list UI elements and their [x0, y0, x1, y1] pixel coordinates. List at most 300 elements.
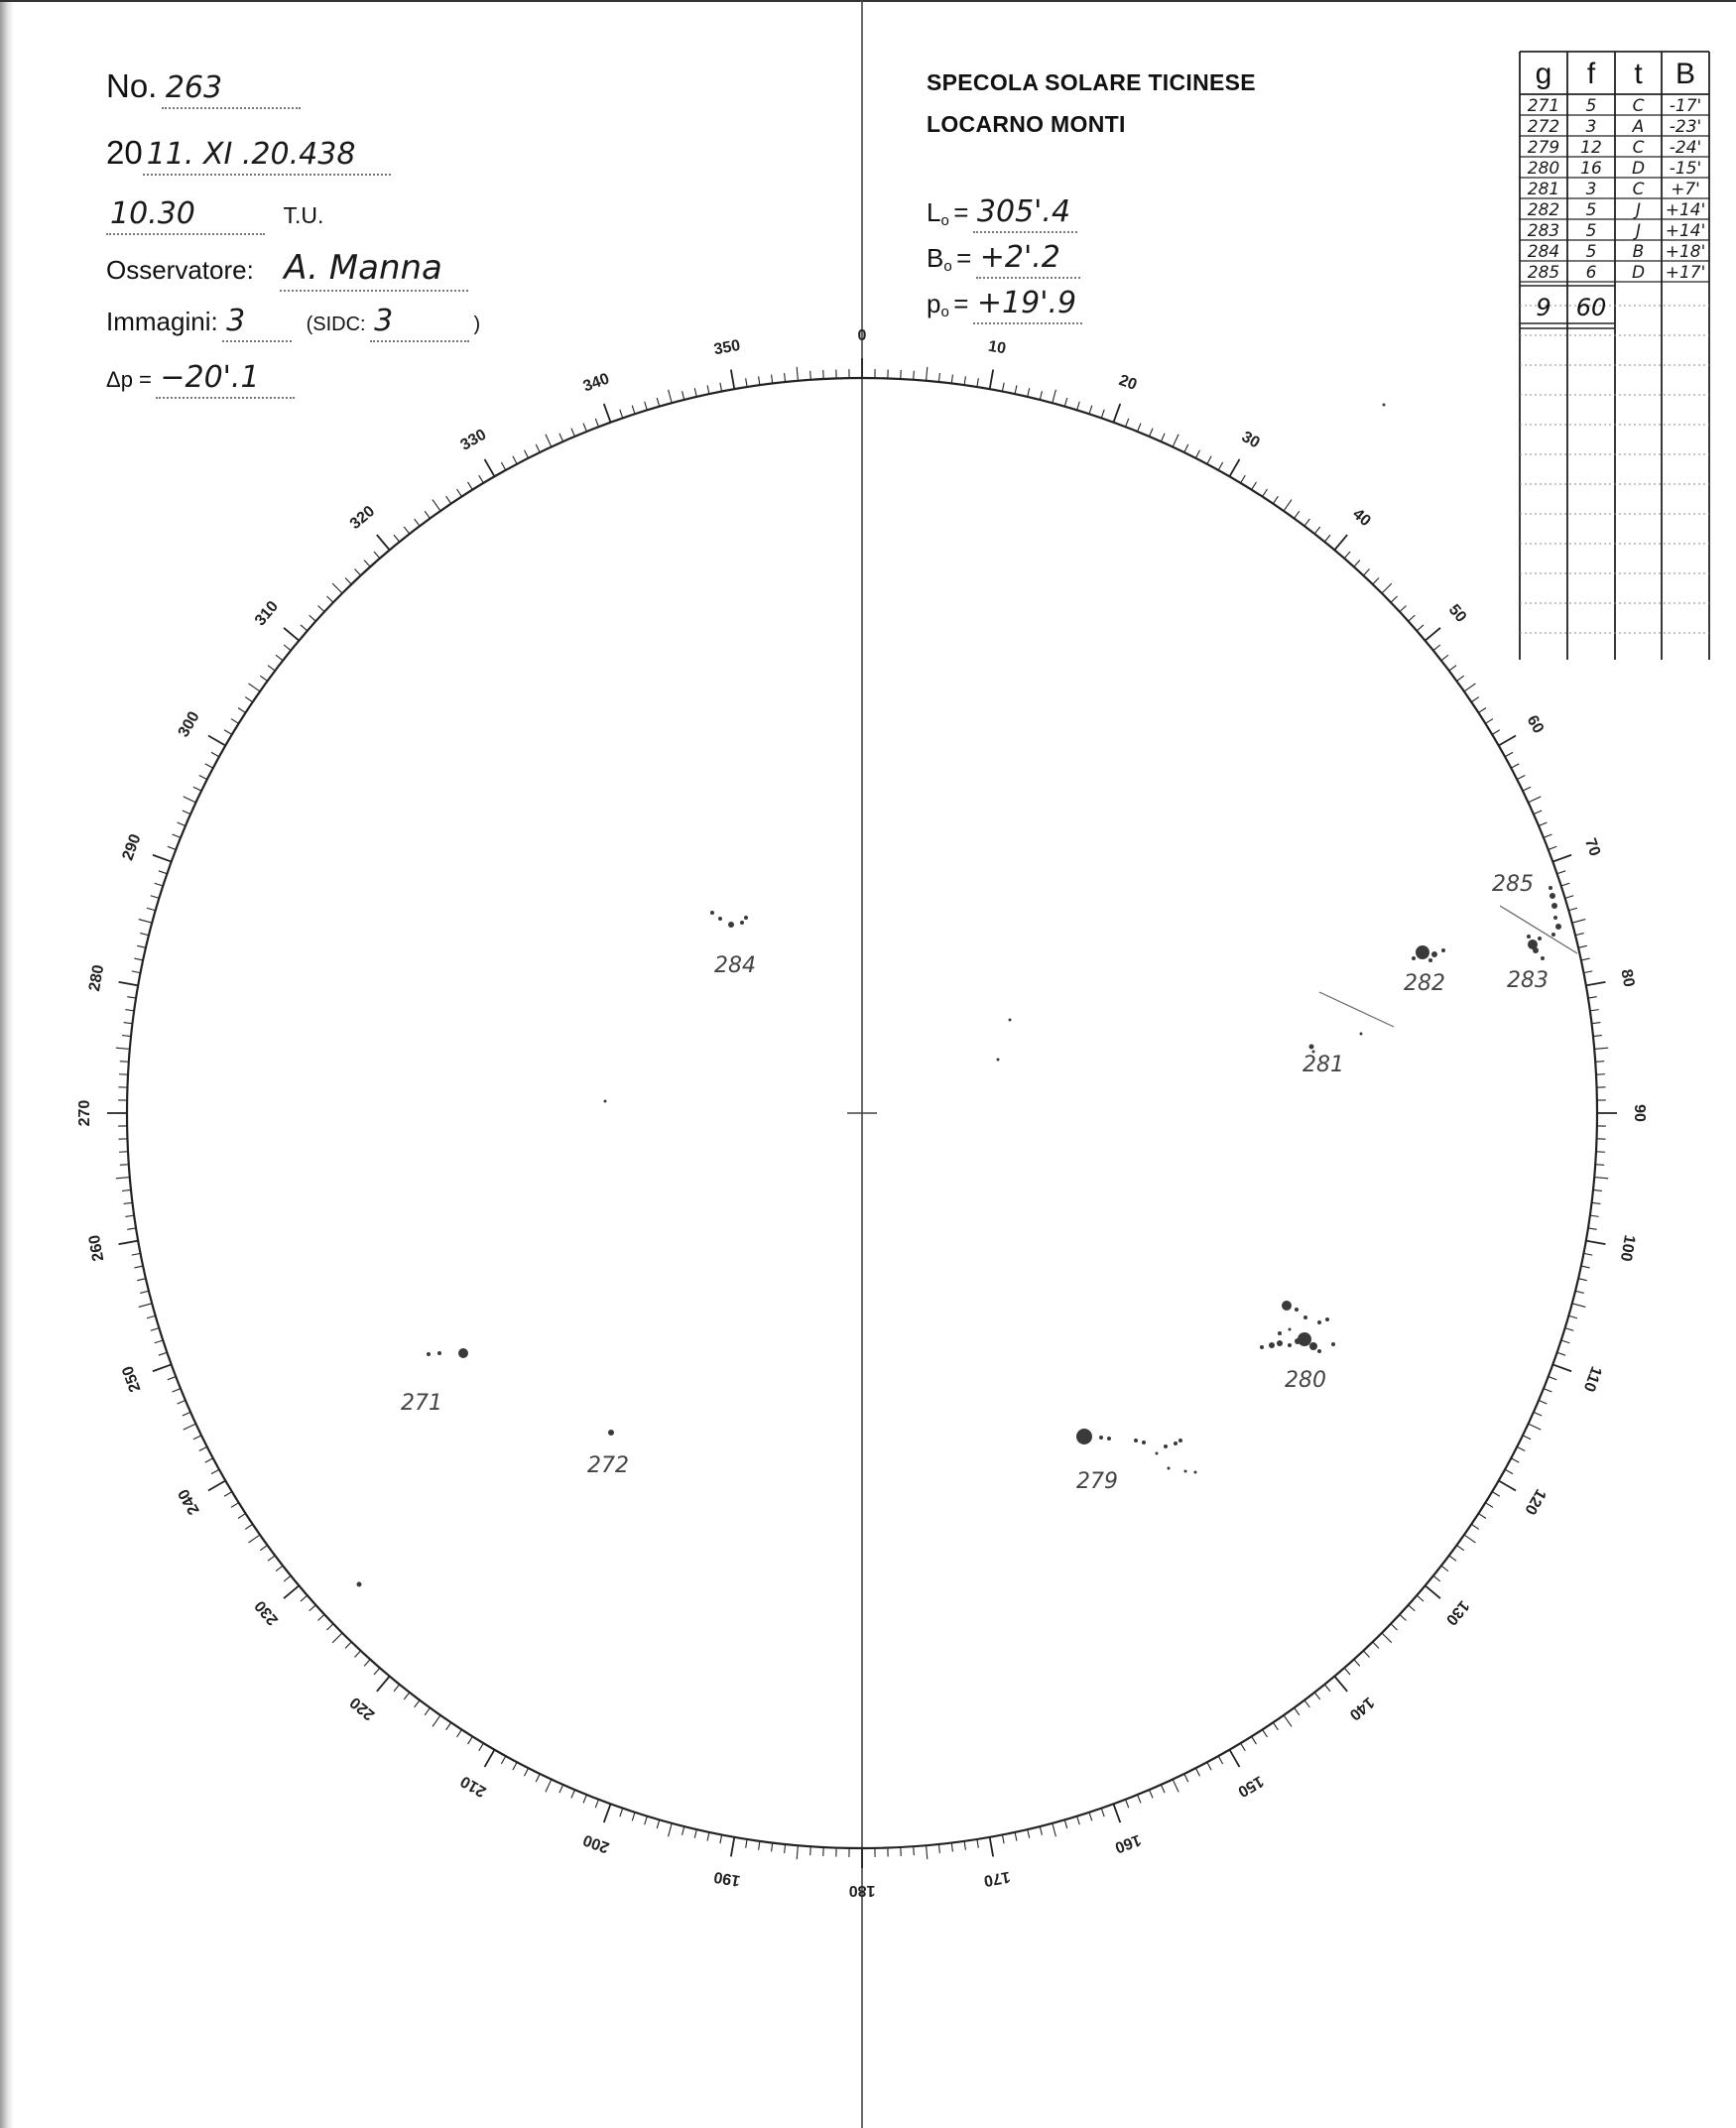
angle-tick: [260, 1546, 267, 1551]
angle-tick: [1015, 1832, 1017, 1841]
angle-tick: [1002, 1834, 1004, 1843]
param-B-label: B: [927, 243, 944, 273]
sunspot: [1553, 916, 1557, 920]
sunspot: [357, 1582, 362, 1587]
angle-tick: [1113, 404, 1120, 423]
sunspot: [437, 1351, 441, 1355]
date-value: 11. XI .20.438: [143, 137, 391, 176]
table-cell: 5: [1585, 242, 1597, 262]
angle-tick: [446, 496, 451, 503]
summary-table: [1520, 52, 1709, 660]
observatory-name: SPECOLA SOLARE TICINESE: [927, 69, 1256, 95]
angle-tick: [1373, 1642, 1379, 1648]
sunspot: [1360, 1033, 1363, 1036]
table-header-cell: B: [1674, 58, 1696, 90]
angle-tick: [377, 535, 390, 550]
angle-tick: [525, 1768, 529, 1776]
sheet-number-value: 263: [162, 70, 301, 109]
angle-tick: [1499, 736, 1516, 746]
angle-tick: [927, 367, 928, 381]
sunspot: [1142, 1440, 1146, 1444]
angle-tick: [1485, 1503, 1493, 1508]
angle-tick: [797, 367, 798, 381]
angle-tick: [694, 388, 696, 397]
angle-tick: [927, 1845, 928, 1859]
angle-tick: [1591, 1023, 1600, 1024]
angle-tick: [199, 1446, 207, 1450]
angle-tick: [1334, 535, 1347, 550]
angle-tick: [1382, 1633, 1392, 1643]
angle-tick: [604, 1804, 611, 1822]
angle-tick: [1314, 527, 1320, 534]
angle-tick: [1207, 1762, 1211, 1770]
table-cell: 5: [1585, 221, 1597, 241]
axis-lines: [847, 0, 877, 2128]
angle-tick: [1161, 434, 1165, 441]
angle-tick: [1464, 1535, 1475, 1543]
table-cell: 16: [1580, 159, 1602, 179]
sunspot: [728, 922, 734, 928]
angle-tick: [139, 920, 153, 924]
angle-tick: [1002, 383, 1004, 392]
angle-tick: [1113, 1804, 1120, 1822]
angle-tick: [785, 373, 786, 382]
param-p-label: p: [927, 289, 941, 318]
angle-tick: [1028, 388, 1030, 397]
sunspot: [710, 911, 714, 915]
angle-tick: [1565, 1328, 1574, 1331]
angle-tick: [1150, 1790, 1154, 1798]
angle-tick: [583, 1795, 586, 1803]
angle-tick: [1517, 776, 1525, 780]
angle-tick: [231, 719, 239, 724]
table-cell: 283: [1527, 221, 1560, 241]
sunspot: [1278, 1331, 1282, 1335]
angle-tick: [682, 391, 684, 400]
angle-tick: [122, 1036, 131, 1037]
angle-tick: [1334, 1677, 1347, 1691]
angle-tick: [1363, 1651, 1369, 1658]
angle-tick: [620, 410, 623, 419]
angle-tick: [1511, 764, 1519, 768]
angle-tick: [1417, 1595, 1424, 1601]
sunspot: [1527, 935, 1531, 939]
angle-tick: [1184, 1774, 1188, 1782]
angle-label: 240: [175, 1485, 203, 1518]
angle-tick: [1552, 855, 1571, 862]
angle-tick: [501, 462, 505, 470]
angle-tick: [284, 1575, 291, 1581]
angle-tick: [657, 1819, 659, 1828]
angle-label: 290: [119, 831, 145, 863]
angle-tick: [1138, 1795, 1141, 1803]
angle-tick: [1581, 958, 1590, 960]
angle-tick: [1028, 1829, 1030, 1838]
angle-tick: [645, 1816, 648, 1825]
angle-tick: [1354, 1660, 1360, 1667]
angle-tick: [1578, 945, 1587, 947]
angle-tick: [1492, 730, 1500, 735]
table-cell: 5: [1585, 200, 1597, 220]
angle-tick: [301, 1595, 308, 1601]
group-label: 281: [1302, 1053, 1344, 1077]
sunspot: [1551, 903, 1557, 909]
group-labels: [401, 872, 1549, 1494]
angle-tick: [1161, 1785, 1165, 1793]
angle-tick: [1575, 1291, 1584, 1293]
angle-tick: [1195, 450, 1199, 458]
angle-tick: [546, 435, 552, 447]
angle-tick: [559, 434, 563, 441]
angle-tick: [1150, 429, 1154, 437]
angle-tick: [134, 1266, 143, 1268]
table-cell: 3: [1585, 117, 1597, 137]
angle-tick: [425, 511, 430, 518]
angle-tick: [810, 371, 811, 380]
sunspot: [1533, 947, 1539, 953]
observer-label: Osservatore:: [106, 255, 254, 285]
angle-tick: [536, 1774, 540, 1782]
angle-tick: [720, 1834, 722, 1843]
param-L-sub: o: [940, 212, 949, 229]
angle-tick: [1064, 398, 1066, 407]
sunspot: [1550, 893, 1555, 899]
angle-tick: [151, 896, 160, 899]
angle-tick: [125, 1215, 134, 1216]
sunspot: [1295, 1308, 1299, 1312]
sunspot: [1009, 1019, 1012, 1022]
angle-tick: [1295, 1707, 1300, 1714]
angle-tick: [1241, 1743, 1246, 1751]
angle-tick: [1426, 628, 1440, 641]
angle-tick: [1578, 1279, 1587, 1281]
angle-label: 160: [1112, 1830, 1144, 1856]
angle-tick: [731, 1837, 734, 1857]
angle-tick: [415, 519, 420, 526]
angle-tick: [1595, 1165, 1604, 1166]
group-label: 284: [714, 953, 756, 978]
group-281-pointer-line: [1319, 992, 1394, 1027]
angle-tick: [632, 406, 635, 415]
angle-tick: [173, 1389, 181, 1392]
angle-tick: [1549, 1377, 1556, 1380]
table-cell: +14': [1665, 200, 1706, 220]
angle-tick: [276, 655, 283, 661]
angle-tick: [301, 625, 308, 631]
sunspot: [1076, 1429, 1092, 1444]
angle-tick: [1572, 920, 1586, 924]
angle-tick: [332, 583, 342, 593]
angle-tick: [1417, 625, 1424, 631]
angle-tick: [571, 1790, 575, 1798]
angle-tick: [669, 1823, 673, 1837]
table-cell: -17': [1669, 96, 1702, 116]
angle-tick: [211, 752, 219, 756]
angle-label: 330: [457, 426, 490, 454]
angle-tick: [345, 1642, 351, 1648]
angle-label: 170: [982, 1867, 1012, 1890]
angle-tick: [1409, 615, 1416, 621]
angle-tick: [1581, 1266, 1590, 1268]
angle-tick: [155, 1340, 164, 1343]
sheet-number-label: No.: [106, 67, 158, 104]
angle-tick: [785, 1844, 786, 1853]
table-cell: 271: [1527, 96, 1560, 116]
angle-label: 150: [1234, 1772, 1267, 1801]
table-cell: 12: [1580, 138, 1602, 158]
angle-tick: [377, 1677, 390, 1691]
observer-value: A. Manna: [280, 248, 468, 292]
table-cell: D: [1631, 159, 1646, 179]
angle-label: 270: [76, 1099, 94, 1127]
angle-tick: [536, 444, 540, 452]
angle-tick: [1230, 459, 1240, 476]
table-cell: 285: [1527, 263, 1560, 283]
angle-tick: [1040, 391, 1042, 400]
param-B-equals: =: [956, 243, 972, 273]
angle-tick: [1464, 684, 1475, 691]
angle-tick: [1363, 568, 1369, 575]
angle-tick: [951, 375, 952, 384]
angle-label: 60: [1523, 712, 1548, 737]
angle-tick: [1295, 511, 1300, 518]
table-cell: +14': [1665, 221, 1706, 241]
angle-tick: [147, 1315, 156, 1317]
angle-tick: [1478, 1514, 1486, 1519]
angle-tick: [1561, 883, 1570, 886]
angle-tick: [1561, 1340, 1570, 1343]
angle-label: 180: [848, 1881, 876, 1899]
angle-tick: [1449, 1556, 1456, 1561]
sunspot: [1551, 933, 1555, 937]
angle-tick: [951, 1842, 952, 1851]
table-cell: 279: [1527, 138, 1560, 158]
sunspot: [1317, 1349, 1321, 1353]
table-cell: C: [1632, 138, 1645, 158]
angle-tick: [1230, 1750, 1240, 1767]
angle-tick: [364, 1660, 370, 1667]
angle-tick: [525, 450, 529, 458]
angle-tick: [284, 1585, 299, 1598]
angle-tick: [425, 1707, 430, 1714]
angle-label: 280: [85, 963, 108, 993]
angle-tick: [332, 1633, 342, 1643]
param-L-label: L: [927, 197, 941, 227]
angle-tick: [457, 1729, 462, 1737]
group-label: 285: [1492, 872, 1534, 897]
param-L-equals: =: [953, 197, 969, 227]
angle-tick: [620, 1809, 623, 1817]
angle-tick: [168, 1377, 176, 1380]
table-cell: D: [1631, 263, 1646, 283]
sunspot: [1184, 1470, 1187, 1473]
angle-tick: [468, 482, 473, 490]
angle-tick: [1207, 456, 1211, 464]
angle-label: 340: [580, 370, 612, 396]
angle-tick: [1252, 1736, 1257, 1744]
angle-tick: [122, 1189, 131, 1190]
angle-tick: [746, 378, 747, 387]
param-p-equals: =: [953, 289, 969, 318]
angle-label: 120: [1521, 1485, 1550, 1518]
angle-tick: [231, 1503, 239, 1508]
angle-tick: [183, 811, 190, 814]
sunspot: [740, 921, 744, 925]
angle-tick: [184, 797, 196, 803]
angle-tick: [513, 1762, 517, 1770]
angle-label: 230: [251, 1596, 283, 1629]
sunspot: [1383, 404, 1386, 407]
angle-tick: [1373, 577, 1379, 583]
sunspot: [1164, 1444, 1168, 1448]
angle-tick: [159, 871, 168, 874]
sunspot: [1555, 924, 1561, 930]
sidc-value: 3: [370, 304, 469, 342]
angle-tick: [119, 1241, 139, 1244]
angle-tick: [124, 1023, 133, 1024]
angle-tick: [759, 1841, 760, 1850]
angle-tick: [345, 577, 351, 583]
table-cell: -23': [1669, 117, 1702, 137]
angle-tick: [173, 834, 181, 837]
angle-tick: [1471, 1524, 1478, 1529]
table-cell: 284: [1527, 242, 1560, 262]
angle-tick: [364, 561, 370, 567]
angle-tick: [938, 373, 939, 382]
angle-tick: [1456, 676, 1463, 681]
sunspot: [1541, 956, 1545, 960]
time-label: T.U.: [283, 202, 324, 228]
angle-tick: [1391, 1624, 1397, 1630]
table-cell: 272: [1527, 117, 1560, 137]
angle-tick: [1263, 489, 1268, 497]
angle-tick: [415, 1700, 420, 1707]
angle-tick: [1077, 1816, 1080, 1825]
angle-tick: [682, 1826, 684, 1835]
angle-tick: [404, 1692, 410, 1699]
angle-tick: [120, 1165, 129, 1166]
angle-tick: [1593, 1189, 1602, 1190]
angle-tick: [1077, 402, 1080, 411]
angle-tick: [914, 1846, 915, 1855]
angle-tick: [260, 676, 267, 681]
angle-tick: [1586, 1241, 1606, 1244]
angle-tick: [433, 1715, 440, 1726]
angle-tick: [513, 456, 517, 464]
angle-tick: [199, 776, 207, 780]
angle-tick: [1523, 787, 1531, 791]
angle-tick: [1101, 1809, 1104, 1817]
angle-tick: [1304, 519, 1309, 526]
sunspot: [997, 1059, 1000, 1062]
angle-tick: [125, 1010, 134, 1011]
angle-tick: [1064, 1819, 1066, 1828]
angle-tick: [116, 1048, 130, 1049]
angle-tick: [139, 1304, 153, 1308]
angle-label: 10: [986, 337, 1008, 358]
angle-tick: [938, 1844, 939, 1853]
sunspot: [1317, 1320, 1321, 1324]
angle-tick: [1400, 1614, 1407, 1620]
angle-label: 110: [1579, 1363, 1605, 1394]
angle-tick: [546, 1780, 552, 1793]
angle-tick: [1218, 462, 1222, 470]
group-label: 282: [1404, 971, 1445, 996]
angle-label: 310: [251, 597, 283, 630]
angle-tick: [1544, 1389, 1551, 1392]
angle-tick: [1505, 752, 1513, 756]
table-header-cell: t: [1634, 58, 1643, 90]
angle-tick: [1053, 1823, 1056, 1837]
angle-tick: [707, 385, 709, 394]
angle-tick: [276, 1565, 283, 1571]
angle-tick: [178, 822, 186, 826]
angle-tick: [595, 1800, 598, 1808]
angle-tick: [310, 615, 316, 621]
angle-tick: [990, 370, 993, 390]
angle-tick: [1575, 934, 1584, 936]
angle-tick: [1218, 1756, 1222, 1764]
angle-tick: [604, 404, 611, 423]
sunspot: [604, 1100, 607, 1103]
sidc-label: (SIDC:: [306, 313, 366, 335]
angle-tick: [1586, 982, 1606, 985]
angle-tick: [1588, 997, 1597, 998]
angle-tick: [1539, 1401, 1547, 1405]
angle-tick: [1471, 697, 1478, 702]
angle-tick: [1544, 834, 1551, 837]
angle-tick: [707, 1832, 709, 1841]
angle-tick: [1449, 666, 1456, 671]
angle-tick: [1485, 719, 1493, 724]
angle-tick: [326, 1624, 332, 1630]
angle-tick: [355, 568, 361, 575]
angle-tick: [485, 459, 495, 476]
angle-tick: [1126, 419, 1129, 427]
angle-tick: [132, 971, 141, 973]
angle-tick: [1557, 1352, 1566, 1355]
angle-tick: [810, 1846, 811, 1855]
angle-tick: [205, 764, 213, 768]
angle-tick: [1015, 385, 1017, 394]
sunspot: [1107, 1437, 1111, 1440]
angle-tick: [759, 376, 760, 385]
angle-tick: [159, 1352, 168, 1355]
sunspot: [1099, 1436, 1103, 1440]
angle-label: 130: [1441, 1596, 1473, 1629]
angle-tick: [404, 527, 410, 534]
angle-label: 0: [857, 327, 867, 345]
angle-tick: [1324, 535, 1330, 542]
angle-tick: [1552, 1364, 1571, 1371]
table-cell: -15': [1669, 159, 1702, 179]
angle-label: 50: [1444, 601, 1470, 626]
angle-tick: [1324, 1685, 1330, 1691]
angle-tick: [914, 371, 915, 380]
sunspot: [1289, 1328, 1292, 1331]
param-p-sub: o: [940, 304, 949, 320]
angle-tick: [284, 645, 291, 651]
table-cell: 6: [1585, 263, 1597, 283]
group-label: 272: [587, 1453, 629, 1478]
angle-tick: [1344, 1668, 1350, 1675]
angle-tick: [1572, 1304, 1586, 1308]
table-cell: +17': [1665, 263, 1706, 283]
sunspot: [1309, 1045, 1314, 1050]
table-cell: 282: [1527, 200, 1560, 220]
angle-tick: [1534, 811, 1542, 814]
sunspot: [1174, 1441, 1178, 1445]
